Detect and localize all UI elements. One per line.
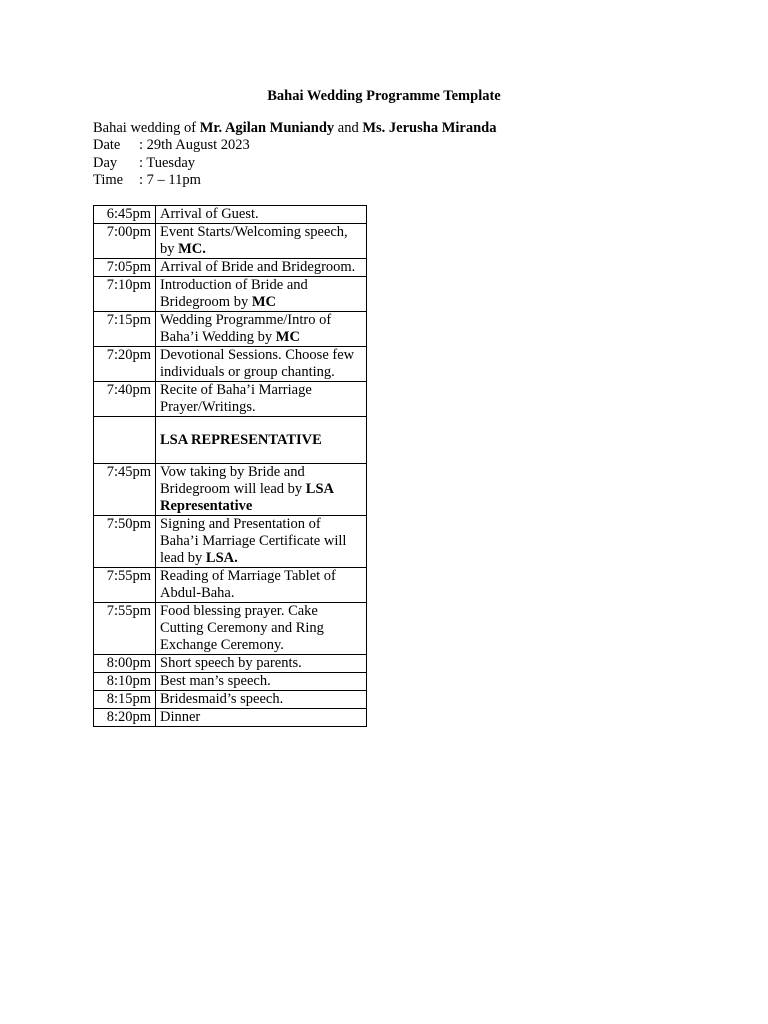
- activity-text: Arrival of Bride and Bridegroom.: [160, 259, 356, 275]
- table-row: [94, 312, 367, 347]
- programme-table: [93, 205, 367, 727]
- time-cell: 7:20pm: [94, 347, 156, 382]
- activity-cell: [156, 603, 367, 655]
- time-cell: 7:55pm: [94, 568, 156, 603]
- table-row: [94, 464, 367, 516]
- time-value: : 7 – 11pm: [139, 171, 201, 188]
- time-cell: 8:00pm: [94, 655, 156, 673]
- table-row: [94, 206, 367, 224]
- activity-cell: [156, 568, 367, 603]
- activity-cell: [156, 277, 367, 312]
- activity-text: Devotional Sessions. Choose few individuals or group chanting.: [160, 347, 355, 380]
- activity-cell: [156, 206, 367, 224]
- time-cell: 8:10pm: [94, 673, 156, 691]
- activity-emphasis: MC: [251, 294, 276, 310]
- activity-text: Best man’s speech.: [160, 673, 271, 689]
- activity-emphasis: LSA Representative: [160, 481, 334, 514]
- activity-text: Food blessing prayer. Cake Cutting Ceremony and Ring Exchange Ceremony.: [160, 603, 324, 653]
- activity-text: Introduction of Bride and Bridegroom by: [160, 277, 308, 310]
- section-row: [94, 417, 367, 464]
- activity-cell: [156, 259, 367, 277]
- activity-cell: [156, 516, 367, 568]
- wedding-intro: [93, 120, 496, 189]
- activity-cell: [156, 464, 367, 516]
- time-cell: 7:05pm: [94, 259, 156, 277]
- time-cell: [94, 417, 156, 464]
- time-cell: 8:15pm: [94, 691, 156, 709]
- table-row: [94, 568, 367, 603]
- table-row: [94, 655, 367, 673]
- table-row: [94, 224, 367, 259]
- table-row: [94, 673, 367, 691]
- activity-emphasis: MC.: [178, 241, 206, 257]
- table-row: [94, 277, 367, 312]
- bride-name: Ms. Jerusha Miranda: [362, 120, 497, 136]
- couple-prefix: Bahai wedding of: [93, 120, 200, 136]
- table-row: [94, 603, 367, 655]
- activity-cell: [156, 417, 367, 464]
- day-label: Day: [93, 154, 118, 171]
- activity-cell: [156, 224, 367, 259]
- activity-cell: [156, 673, 367, 691]
- activity-cell: [156, 347, 367, 382]
- time-cell: 7:45pm: [94, 464, 156, 516]
- activity-emphasis: LSA REPRESENTATIVE: [160, 431, 322, 448]
- activity-cell: [156, 312, 367, 347]
- table-row: [94, 691, 367, 709]
- date-label: Date: [93, 137, 121, 154]
- date-line: [93, 137, 496, 154]
- activity-text: Short speech by parents.: [160, 655, 302, 671]
- activity-cell: [156, 655, 367, 673]
- activity-text: Vow taking by Bride and Bridegroom will lead by: [160, 464, 306, 497]
- table-row: [94, 259, 367, 277]
- groom-name: Mr. Agilan Muniandy: [199, 120, 335, 136]
- time-cell: 7:40pm: [94, 382, 156, 417]
- activity-text: Event Starts/Welcoming speech, by: [160, 224, 348, 257]
- time-cell: 7:50pm: [94, 516, 156, 568]
- time-cell: 7:10pm: [94, 277, 156, 312]
- activity-emphasis: MC: [275, 329, 300, 345]
- time-line: [93, 172, 496, 189]
- programme-table-body: [94, 206, 367, 727]
- activity-text: Bridesmaid’s speech.: [160, 691, 284, 707]
- document-title: Bahai Wedding Programme Template: [267, 88, 501, 104]
- time-label: Time: [93, 171, 124, 188]
- day-value: : Tuesday: [139, 154, 196, 171]
- time-cell: 7:00pm: [94, 224, 156, 259]
- activity-text: Recite of Baha’i Marriage Prayer/Writings.: [160, 382, 312, 415]
- couple-line: [93, 120, 496, 137]
- activity-text: Arrival of Guest.: [160, 206, 259, 222]
- time-cell: 8:20pm: [94, 709, 156, 727]
- table-row: [94, 709, 367, 727]
- time-cell: 7:55pm: [94, 603, 156, 655]
- day-line: [93, 155, 496, 172]
- date-value: : 29th August 2023: [139, 137, 250, 154]
- table-row: [94, 382, 367, 417]
- activity-cell: [156, 691, 367, 709]
- table-row: [94, 347, 367, 382]
- activity-emphasis: LSA.: [205, 550, 238, 566]
- activity-text: Dinner: [160, 709, 201, 725]
- time-cell: 7:15pm: [94, 312, 156, 347]
- table-row: [94, 516, 367, 568]
- time-cell: 6:45pm: [94, 206, 156, 224]
- couple-conjunction: and: [334, 120, 363, 136]
- activity-text: Wedding Programme/Intro of Baha’i Wedding by: [160, 312, 332, 345]
- activity-cell: [156, 382, 367, 417]
- activity-text: Signing and Presentation of Baha’i Marriage Certificate will lead by: [160, 516, 347, 566]
- activity-cell: [156, 709, 367, 727]
- activity-text: Reading of Marriage Tablet of Abdul-Baha.: [160, 568, 336, 601]
